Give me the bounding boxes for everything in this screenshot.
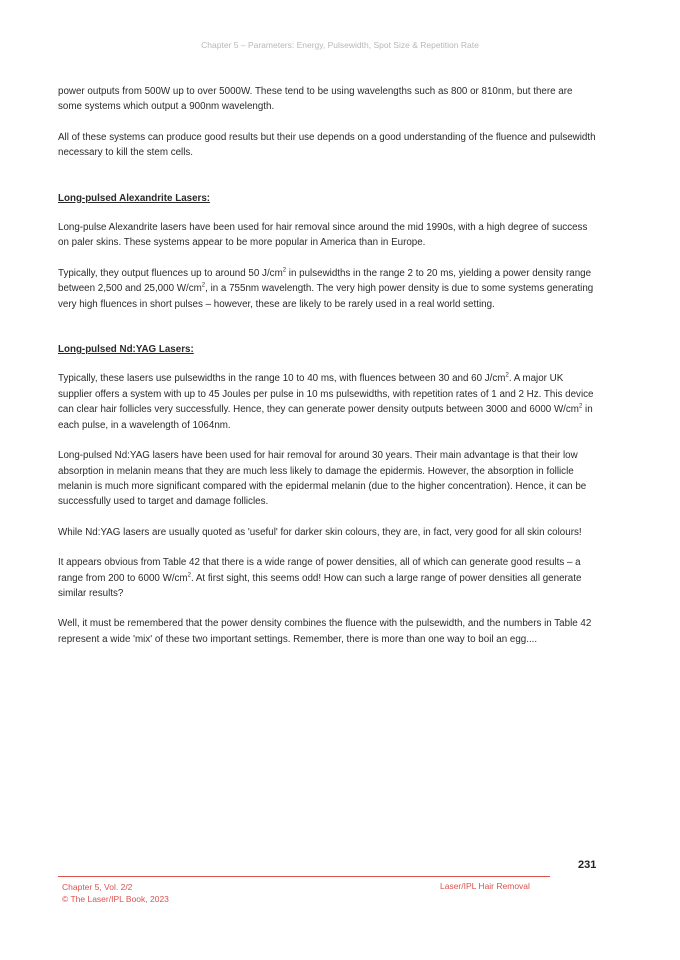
superscript: 2 [578, 404, 583, 411]
p5-part-a: Typically, these lasers use pulsewidths in the range 10 to 40 ms, with fluences between 30 and 60 J/cm [58, 373, 506, 385]
p8-part-a: It appears obvious from Table 42 that there is a wide range of power densities, all of which can generate good results – a range from 200 to 6000 W/cm [58, 557, 581, 584]
paragraph-3: Long-pulse Alexandrite lasers have been used for hair removal since around the mid 1990s, with a high degree of success on paler skins. These systems appear to be more popular in America than in Europe. [58, 222, 588, 249]
paragraph-6: Long-pulsed Nd:YAG lasers have been used for hair removal for around 30 years. Their main advantage is that their low absorption in melanin means that they are much less likely to damage the epidermis. However, the absorption in follicle melanin is much more significant compared with the epidermal melanin (due to the higher concentration). Hence, it can be successfully used to target and damage follicles. [58, 450, 587, 508]
footer-right: Laser/IPL Hair Removal [440, 881, 530, 891]
heading-alexandrite: Long-pulsed Alexandrite Lasers: [58, 192, 211, 204]
paragraph-5 [58, 371, 596, 433]
paragraph-9: Well, it must be remembered that the power density combines the fluence with the pulsewidth, and the numbers in Table 42 represent a wide 'mix' of these two important settings. Remember, there is more than one way to boil an egg.... [58, 618, 592, 645]
footer-divider [58, 876, 550, 877]
footer-chapter: Chapter 5, Vol. 2/2 [62, 882, 133, 892]
paragraph-1: power outputs from 500W up to over 5000W. These tend to be using wavelengths such as 800 or 810nm, but there are some systems which output a 900nm wavelength. [58, 86, 573, 113]
superscript: 2 [201, 282, 206, 289]
p4-part-b: in pulsewidths in the range 2 to 20 ms, yielding a power density range between 2,500 and 25,000 W/cm [58, 267, 592, 295]
heading-ndyag: Long-pulsed Nd:YAG Lasers: [58, 344, 194, 356]
page-number: 231 [578, 859, 597, 871]
p8-part-b: . At first sight, this seems odd! How can such a large range of power densities all generate similar results? [58, 572, 582, 599]
p5-part-c: in each pulse, in a wavelength of 1064nm. [58, 404, 593, 431]
p5-part-b: . A major UK supplier offers a system with up to 45 Joules per pulse in 10 ms pulsewidths, with repetition rates of 1 and 2 Hz. This device can clear hair follicles very successfully. Hence, they can generate power density outputs between 3000 and 6000 W/cm [58, 373, 594, 416]
paragraph-2: All of these systems can produce good results but their use depends on a good understanding of the fluence and pulsewidth necessary to kill the stem cells. [58, 131, 596, 159]
superscript: 2 [187, 572, 191, 579]
page-body [58, 84, 596, 662]
footer-copyright: © The Laser/IPL Book, 2023 [62, 894, 169, 904]
superscript: 2 [505, 373, 509, 380]
p4-part-a: Typically, they output fluences up to around 50 J/cm [58, 267, 283, 279]
superscript: 2 [282, 267, 287, 274]
paragraph-4 [58, 266, 596, 312]
p4-part-c: , in a 755nm wavelength. The very high power density is due to some systems generating very high fluences in short pulses – however, these are likely to be rarely used in a real world setting. [58, 283, 594, 310]
paragraph-8 [58, 555, 596, 601]
running-header: Chapter 5 – Parameters: Energy, Pulsewidth, Spot Size & Repetition Rate [201, 40, 479, 50]
footer-left [62, 881, 169, 905]
paragraph-7: While Nd:YAG lasers are usually quoted as 'useful' for darker skin colours, they are, in fact, very good for all skin colours! [58, 526, 582, 538]
